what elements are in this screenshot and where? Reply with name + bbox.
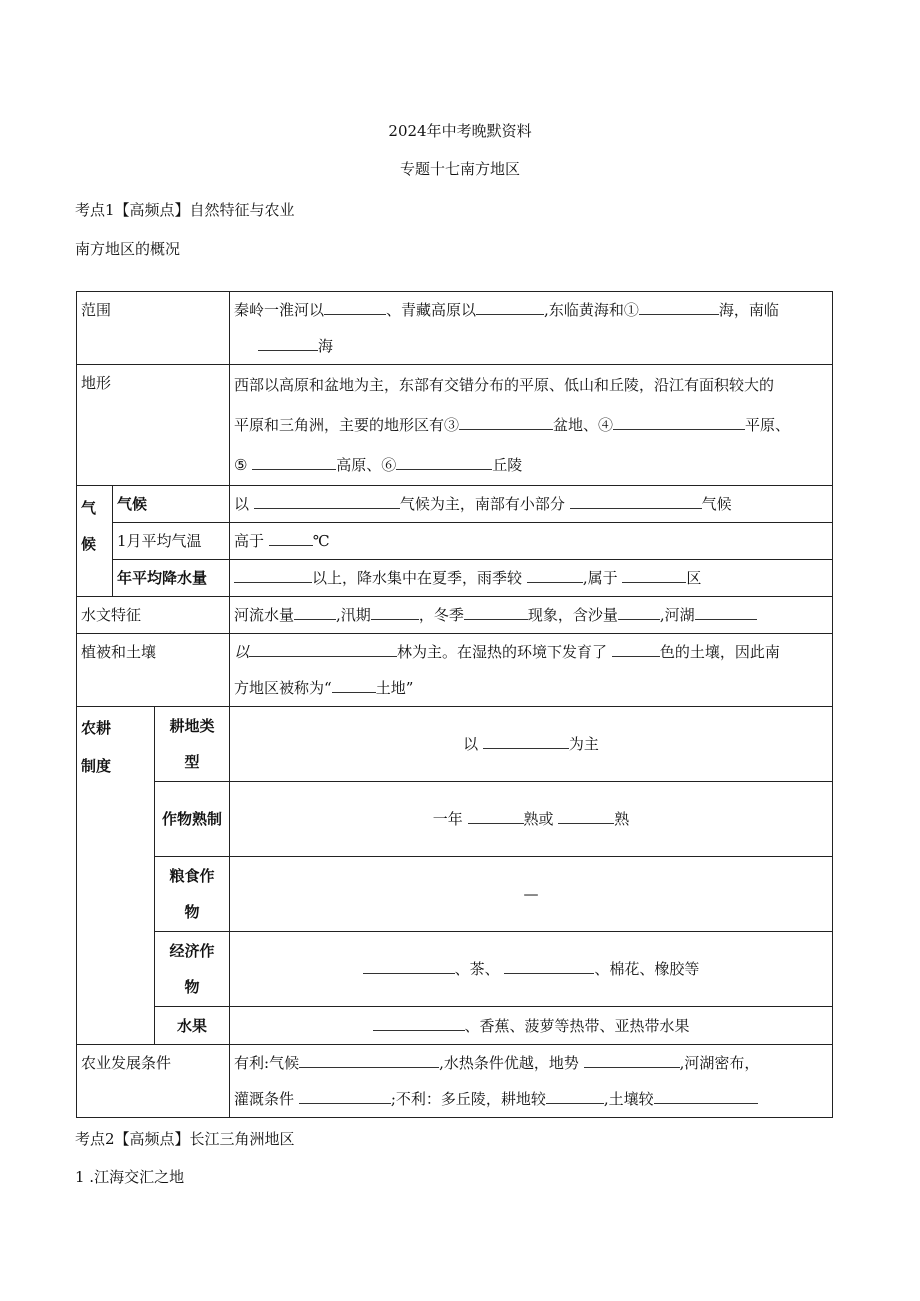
row-qihou-climate bbox=[77, 486, 833, 523]
row-fanwei bbox=[77, 292, 833, 365]
cell-label-shuiguo: 水果 bbox=[155, 1007, 230, 1045]
cell-label-dixing: 地形 bbox=[77, 365, 230, 486]
blank[interactable] bbox=[258, 332, 318, 351]
row-nonggeng-gengdi bbox=[77, 707, 833, 782]
cell-content-fanwei: 秦岭一淮河以 、青藏高原以 ,东临黄海和① 海，南临 海 bbox=[230, 292, 833, 365]
blank[interactable] bbox=[299, 1049, 439, 1068]
row-dixing bbox=[77, 365, 833, 486]
blank[interactable] bbox=[252, 451, 336, 470]
section1-subheading: 南方地区的概况 bbox=[75, 240, 181, 258]
cell-label-zhibei: 植被和土壤 bbox=[77, 634, 230, 707]
cell-label-fazhan: 农业发展条件 bbox=[77, 1045, 230, 1118]
blank[interactable] bbox=[584, 1049, 680, 1068]
cell-content-gengdi: 以 为主 bbox=[230, 707, 833, 782]
section2-heading: 考点2【高频点】长江三角洲地区 bbox=[75, 1130, 295, 1148]
row-nonggeng-shuzhi bbox=[77, 782, 833, 857]
blank[interactable] bbox=[639, 296, 719, 315]
blank[interactable] bbox=[654, 1085, 758, 1104]
cell-label-jingji: 经济作 物 bbox=[155, 932, 230, 1007]
cell-content-dixing: 西部以高原和盆地为主，东部有交错分布的平原、低山和丘陵，沿江有面积较大的 平原和三角洲，主要的地形区有③ 盆地、④ 平原、 ⑤ 高原、⑥ 丘陵 bbox=[230, 365, 833, 486]
blank[interactable] bbox=[294, 601, 336, 620]
cell-content-rainfall: 以上，降水集中在夏季，雨季较 ,属于 区 bbox=[230, 560, 833, 597]
cell-content-jan-temp: 高于 ℃ bbox=[230, 523, 833, 560]
row-fazhan bbox=[77, 1045, 833, 1118]
cell-content-fazhan: 有利:气候 ,水热条件优越，地势 ,河湖密布， 灌溉条件 ;不利：多丘陵，耕地较 ,土壤较 bbox=[230, 1045, 833, 1118]
blank[interactable] bbox=[254, 490, 400, 509]
blank[interactable] bbox=[695, 601, 757, 620]
blank[interactable] bbox=[371, 601, 419, 620]
cell-content-climate: 以 气候为主，南部有小部分 气候 bbox=[230, 486, 833, 523]
cell-label-climate: 气候 bbox=[113, 486, 230, 523]
cell-label-shuiwen: 水文特征 bbox=[77, 597, 230, 634]
blank[interactable] bbox=[483, 730, 569, 749]
row-qihou-rain bbox=[77, 560, 833, 597]
cell-label-liangshi: 粮食作 物 bbox=[155, 857, 230, 932]
cell-group-qihou: 气 候 bbox=[77, 486, 113, 597]
blank[interactable] bbox=[234, 564, 312, 583]
cell-group-nonggeng: 农耕 制度 bbox=[77, 707, 155, 1045]
blank[interactable] bbox=[618, 601, 660, 620]
cell-label-shuzhi: 作物熟制 bbox=[155, 782, 230, 857]
cell-content-zhibei: 以 林为主。在湿热的环境下发育了 色的土壤，因此南 方地区被称为“ 土地” bbox=[230, 634, 833, 707]
blank[interactable] bbox=[504, 955, 594, 974]
blank[interactable] bbox=[468, 805, 524, 824]
cell-content-shuzhi: 一年 熟或 熟 bbox=[230, 782, 833, 857]
blank[interactable] bbox=[396, 451, 492, 470]
blank[interactable] bbox=[332, 674, 376, 693]
document-title: 2024年中考晚默资料 bbox=[388, 122, 532, 140]
blank[interactable] bbox=[269, 527, 313, 546]
blank[interactable] bbox=[459, 411, 553, 430]
blank[interactable] bbox=[373, 1012, 465, 1031]
blank[interactable] bbox=[622, 564, 686, 583]
blank[interactable] bbox=[464, 601, 528, 620]
blank[interactable] bbox=[613, 411, 745, 430]
blank[interactable] bbox=[558, 805, 614, 824]
cell-content-shuiwen: 河流水量 ,汛期 ，冬季 现象，含沙量 ,河湖 bbox=[230, 597, 833, 634]
blank[interactable] bbox=[612, 638, 660, 657]
section2-item-1: 1 .江海交汇之地 bbox=[75, 1168, 185, 1186]
cell-content-shuiguo: 、香蕉、菠萝等热带、亚热带水果 bbox=[230, 1007, 833, 1045]
blank[interactable] bbox=[476, 296, 544, 315]
row-shuiwen bbox=[77, 597, 833, 634]
row-zhibei bbox=[77, 634, 833, 707]
cell-label-jan-temp: 1月平均气温 bbox=[113, 523, 230, 560]
blank[interactable] bbox=[570, 490, 702, 509]
cell-label-gengdi: 耕地类 型 bbox=[155, 707, 230, 782]
row-nonggeng-jingji bbox=[77, 932, 833, 1007]
blank[interactable] bbox=[249, 638, 397, 657]
cell-content-jingji: 、茶、 、棉花、橡胶等 bbox=[230, 932, 833, 1007]
section1-heading: 考点1【高频点】自然特征与农业 bbox=[75, 201, 295, 219]
blank[interactable] bbox=[299, 1085, 391, 1104]
cell-content-liangshi: — bbox=[230, 857, 833, 932]
row-nonggeng-shuiguo bbox=[77, 1007, 833, 1045]
blank[interactable] bbox=[363, 955, 455, 974]
row-nonggeng-liangshi bbox=[77, 857, 833, 932]
overview-table bbox=[76, 291, 833, 1118]
blank[interactable] bbox=[546, 1085, 604, 1104]
document-subtitle: 专题十七南方地区 bbox=[399, 160, 520, 178]
cell-label-fanwei: 范围 bbox=[77, 292, 230, 365]
blank[interactable] bbox=[527, 564, 583, 583]
cell-label-rainfall: 年平均降水量 bbox=[113, 560, 230, 597]
blank[interactable] bbox=[324, 296, 386, 315]
row-qihou-jan bbox=[77, 523, 833, 560]
